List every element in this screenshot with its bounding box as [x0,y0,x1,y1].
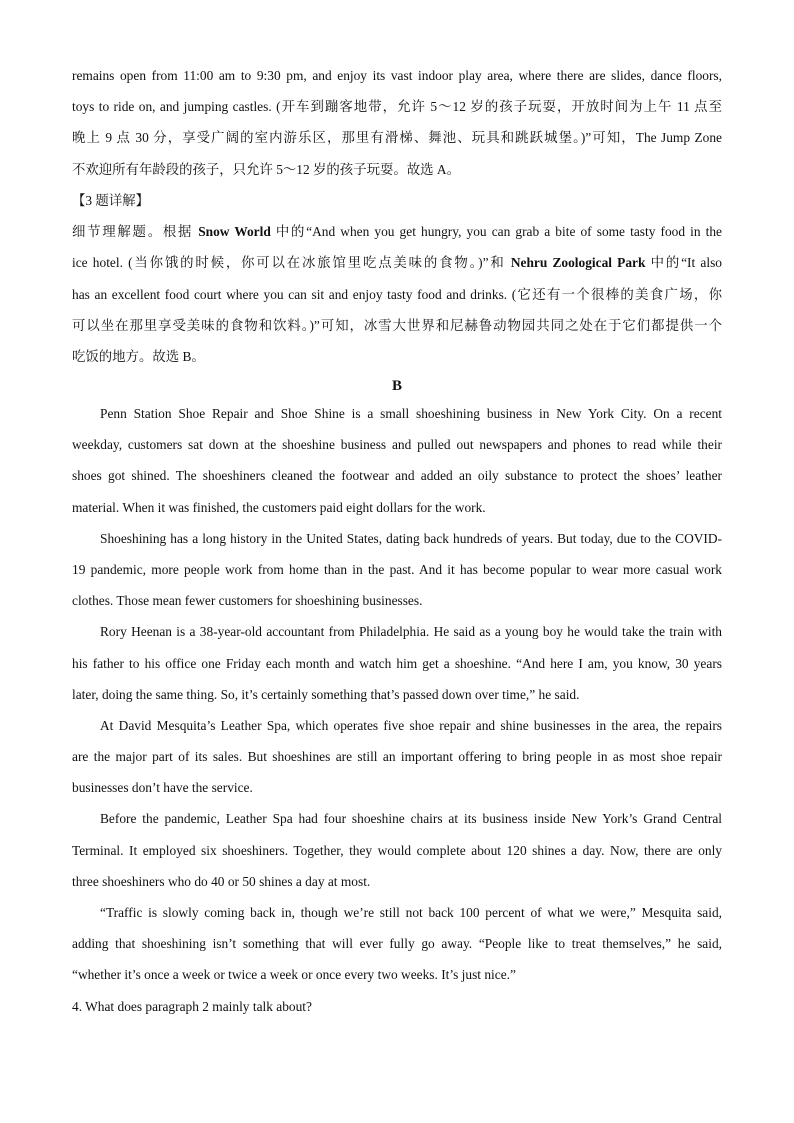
text-line: toys to ride on, and jumping castles. (开车到蹦客地带，允许 5～12 岁的孩子玩耍，开放时间为上午 11 点至 [72,99,722,115]
text-line: Terminal. It employed six shoeshiners. Together, they would complete about 120 shines a day. Now, there are only [72,842,722,858]
paragraph-5 [72,803,722,897]
paragraph-4 [72,710,722,804]
text-run: 中的“And when you get hungry, you can grab a bite of some tasty food in the [270,224,722,240]
paragraph-6 [72,897,722,991]
paragraph-1 [72,398,722,523]
text-line: are the major part of its sales. But shoeshines are still an important offering to bring people in as most shoe repair [72,749,722,765]
paragraph-3 [72,616,722,710]
text-line [72,247,722,278]
text-line: 19 pandemic, more people work from home than in the past. And it has become popular to wear more casual work [72,561,722,577]
text-line: adding that shoeshining isn’t something that will ever fully go away. “People like to treat themselves,” he said, [72,936,722,952]
text-line: remains open from 11:00 am to 9:30 pm, and enjoy its vast indoor play area, where there are slides, dance floors, [72,68,722,83]
text-line: three shoeshiners who do 40 or 50 shines a day at most. [72,873,371,889]
question-4: 4. What does paragraph 2 mainly talk about? [72,998,312,1014]
text-run: ice hotel. (当你饿的时候，你可以在冰旅馆里吃点美味的食物。)”和 [72,255,511,271]
text-run: 中的“It also [645,255,722,271]
text-line: Shoeshining has a long history in the United States, dating back hundreds of years. But today, due to the COVID- [100,530,722,546]
text-line [72,216,722,247]
bold-term-nehru-zoological-park: Nehru Zoological Park [510,255,646,271]
q2-explanation [72,60,722,185]
text-line: “whether it’s once a week or twice a week or once every two weeks. It’s just nice.” [72,967,516,983]
text-line: clothes. Those mean fewer customers for shoeshining businesses. [72,593,423,609]
text-line: 吃饭的地方。故选 B。 [72,348,205,364]
text-line: Penn Station Shoe Repair and Shoe Shine is a small shoeshining business in New York City. On a recent [100,406,722,421]
text-run: 细节理解题。根据 [72,224,199,240]
q3-explanation [72,185,722,372]
text-line: has an excellent food court where you can sit and enjoy tasty food and drinks. (它还有一个很棒的美食广场，你 [72,286,722,302]
text-line: shoes got shined. The shoeshiners cleaned the footwear and added an oily substance to protect the shoes’ leather [72,468,722,484]
q3-heading: 【3 题详解】 [72,193,149,208]
text-line: At David Mesquita’s Leather Spa, which operates five shoe repair and shine businesses in the area, the repairs [100,717,722,733]
text-line: 可以坐在那里享受美味的食物和饮料。)”可知，冰雪大世界和尼赫鲁动物园共同之处在于它们都提供一个 [72,317,722,333]
text-line: his father to his office one Friday each month and watch him get a shoeshine. “And here I am, you know, 30 years [72,655,722,671]
text-line: material. When it was finished, the customers paid eight dollars for the work. [72,499,486,515]
text-line: businesses don’t have the service. [72,780,253,796]
text-line: “Traffic is slowly coming back in, though we’re still not back 100 percent of what we were,” Mesquita said, [100,905,722,920]
paragraph-2 [72,523,722,617]
text-line: Rory Heenan is a 38-year-old accountant from Philadelphia. He said as a young boy he would take the train with [100,624,722,640]
section-title: B [391,378,402,394]
text-line: weekday, customers sat down at the shoeshine business and pulled out newspapers and phones to read while their [72,437,722,453]
text-line: 不欢迎所有年龄段的孩子，只允许 5～12 岁的孩子玩耍。故选 A。 [72,161,460,177]
bold-term-snow-world: Snow World [198,224,271,240]
text-line: 晚上 9 点 30 分，享受广阔的室内游乐区，那里有滑梯、舞池、玩具和跳跃城堡。)”可知，The Jump Zone [72,130,722,146]
text-line: Before the pandemic, Leather Spa had four shoeshine chairs at its business inside New York’s Grand Central [100,811,722,827]
text-line: later, doing the same thing. So, it’s certainly something that’s passed down over time,” he said. [72,686,580,702]
passage-b [72,398,722,1022]
